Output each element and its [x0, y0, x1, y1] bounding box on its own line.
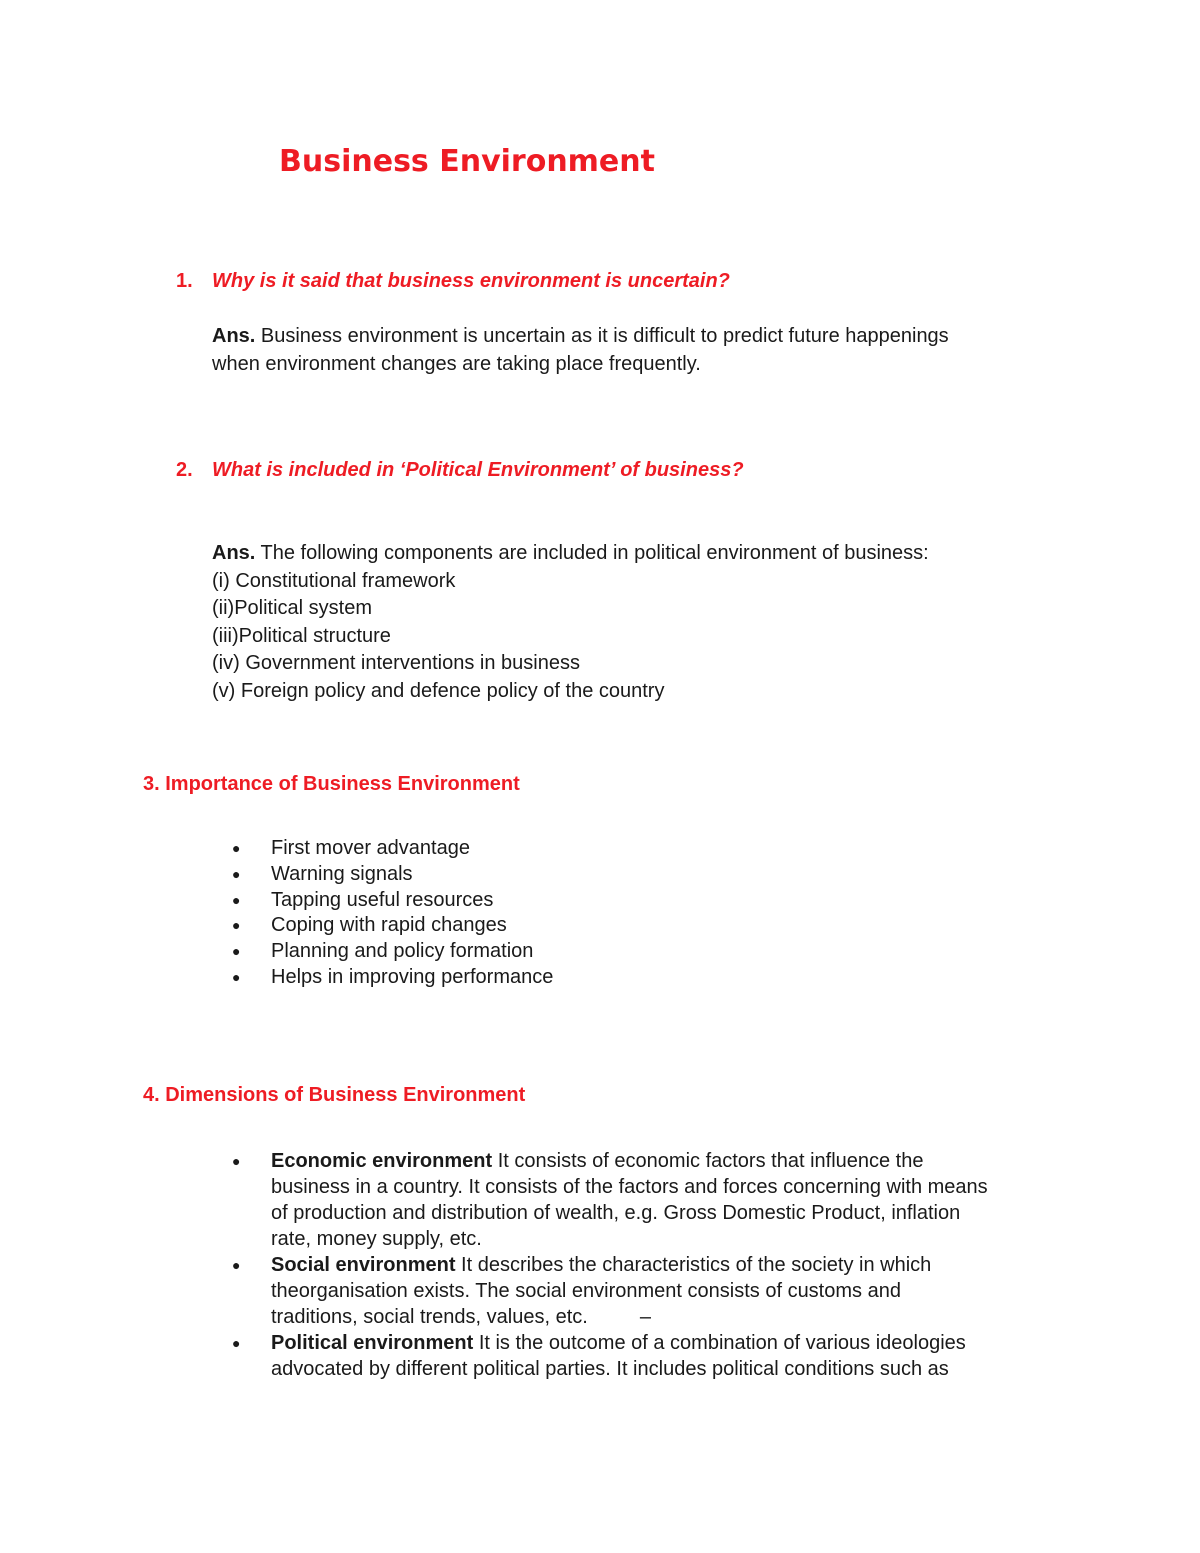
- answer-1-line-1: Business environment is uncertain as it is difficult to predict future happenings: [255, 325, 949, 347]
- bullet-icon: ●: [232, 891, 241, 908]
- list-item: ● Warning signals: [271, 862, 553, 888]
- list-item-political: ● Political environment It is the outcome of a combination of various ideologies advocated by different political parties. It includes political conditions such as: [232, 1332, 966, 1380]
- question-1-number: 1.: [176, 270, 193, 292]
- question-2: [176, 459, 193, 482]
- question-1-text: Why is it said that business environment is uncertain?: [212, 270, 730, 292]
- list-item: ● Coping with rapid changes: [271, 913, 553, 939]
- list-item: ● Helps in improving performance: [271, 965, 553, 991]
- bullet-icon: ●: [232, 917, 241, 934]
- answer-2-item: (ii)Political system: [212, 597, 373, 620]
- section-3-heading: 3. Importance of Business Environment: [143, 773, 520, 795]
- bullet-icon: ●: [232, 1257, 241, 1273]
- list-item: ● First mover advantage: [271, 836, 553, 862]
- page-title: Business Environment: [279, 144, 655, 179]
- answer-2-intro: The following components are included in political environment of business:: [255, 542, 929, 564]
- bullet-icon: ●: [232, 840, 241, 856]
- list-item: ● Tapping useful resources: [271, 888, 553, 914]
- list-item-economic: ● Economic environment It consists of economic factors that influence the business in a country. It consists of the factors and forces concerning with means of production and distribution of wealth, e.g. Gross Domestic Product, inflation rate, money supply, etc.: [232, 1150, 988, 1250]
- section-4-heading: 4. Dimensions of Business Environment: [143, 1084, 526, 1106]
- answer-1: [212, 322, 949, 378]
- question-2-number: 2.: [176, 459, 193, 481]
- question-1: [176, 270, 193, 293]
- social-term: Social environment: [271, 1254, 456, 1276]
- political-term: Political environment: [271, 1332, 474, 1354]
- bullet-icon: ●: [232, 865, 241, 882]
- answer-2-item: (i) Constitutional framework: [212, 569, 456, 592]
- bullet-icon: ●: [232, 1335, 241, 1351]
- answer-2-item: (iv) Government interventions in business: [212, 652, 580, 675]
- dash: –: [639, 1306, 651, 1328]
- dimensions-list: [232, 1148, 1071, 1382]
- bullet-icon: ●: [232, 1153, 241, 1169]
- answer-1-line-2: when environment changes are taking place frequently.: [212, 353, 701, 375]
- list-item: ● Planning and policy formation: [271, 939, 553, 965]
- answer-1-label: Ans.: [212, 325, 256, 347]
- bullet-icon: ●: [232, 943, 241, 960]
- answer-2-item: (iii)Political structure: [212, 624, 391, 647]
- bullet-icon: ●: [232, 968, 241, 985]
- answer-2-label: Ans.: [212, 542, 256, 564]
- answer-2-item: (v) Foreign policy and defence policy of the country: [212, 679, 665, 702]
- economic-term: Economic environment: [271, 1150, 493, 1172]
- question-2-text: What is included in ‘Political Environment’ of business?: [212, 459, 744, 481]
- importance-list: [232, 836, 554, 991]
- answer-2: [212, 540, 929, 706]
- list-item-social: ● Social environment It describes the characteristics of the society in which theorganisation exists. The social environment consists of customs and traditions, social trends, values, etc. –: [232, 1254, 932, 1328]
